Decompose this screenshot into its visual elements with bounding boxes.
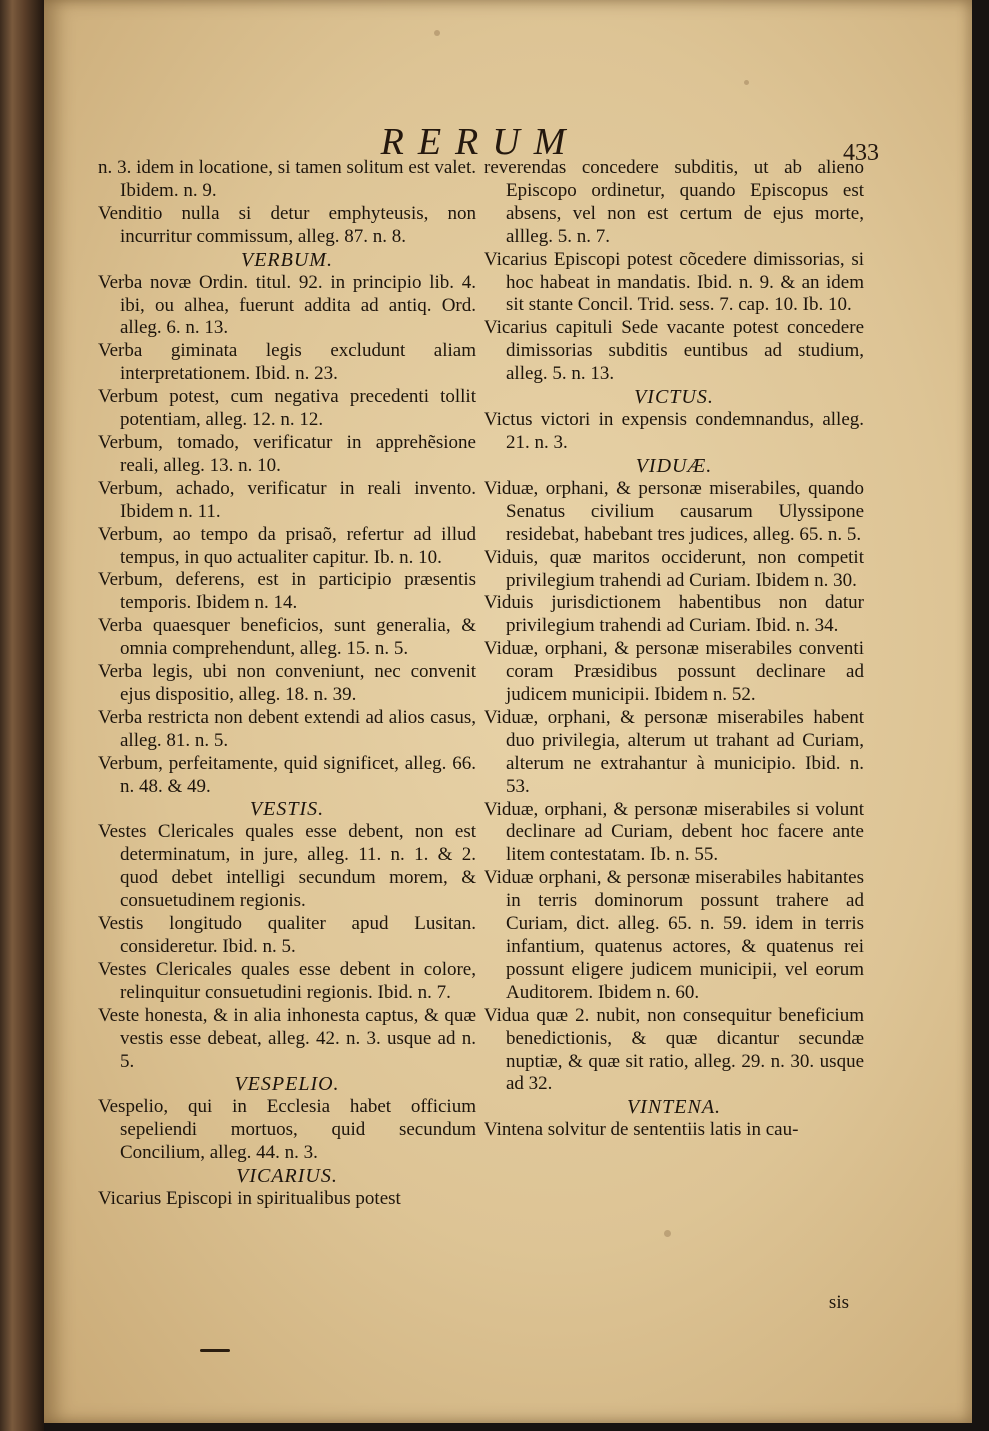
index-entry: Verba restricta non debent extendi ad alios casus, alleg. 81. n. 5. [98, 706, 476, 751]
index-entry: Verba novæ Ordin. titul. 92. in principio lib. 4. ibi, ou alhea, fuerunt addita ad antiq. Ord. alleg. 6. n. 13. [98, 271, 476, 339]
index-entry: Verba quaesquer beneficios, sunt generalia, & omnia comprehendunt, alleg. 15. n. 5. [98, 615, 476, 660]
index-entry: Verbum, perfeitamente, quid significet, alleg. 66. n. 48. & 49. [98, 752, 476, 797]
index-entry: Veste honesta, & in alia inhonesta captus, & quæ vestis esse debeat, alleg. 42. n. 3. usque ad n. 5. [98, 1004, 476, 1072]
index-heading: VIDUÆ. [635, 454, 713, 477]
index-entry: Vestes Clericales quales esse debent, non est determinatum, in jure, alleg. 11. n. 1. & 2. quod debet intelligi secundum morem, & consuetudinem regionis. [98, 821, 476, 912]
index-entry: Viduæ, orphani, & personæ miserabiles conventi coram Præsidibus possunt declinare ad judicem municipii. Ibidem n. 52. [484, 638, 864, 706]
index-entry: Vestes Clericales quales esse debent in colore, relinquitur consuetudini regionis. Ibid. n. 7. [98, 958, 476, 1003]
index-entry: n. 3. idem in locatione, si tamen solitum est valet. Ibidem. n. 9. [98, 157, 476, 201]
running-title: RERUM [380, 121, 580, 163]
index-entry: Verbum, deferens, est in participio præsentis temporis. Ibidem n. 14. [98, 569, 476, 614]
book-binding [0, 0, 44, 1431]
left-column [98, 157, 476, 1211]
index-heading: VICARIUS. [236, 1165, 338, 1188]
index-heading: VERBUM. [241, 248, 333, 271]
index-entry: Verbum, achado, verificatur in reali invento. Ibidem n. 11. [98, 477, 476, 522]
index-entry: Vicarius capituli Sede vacante potest concedere dimissorias subditis euntibus ad studium, alleg. 5. n. 13. [484, 317, 864, 385]
index-entry: Victus victori in expensis condemnandus, alleg. 21. n. 3. [484, 409, 864, 453]
index-entry: Viduæ, orphani, & personæ miserabiles habent duo privilegia, alterum ut trahant ad Curiam, alterum ne extrahantur à municipio. Ibid. n. 53. [484, 706, 864, 797]
index-entry: Vestis longitudo qualiter apud Lusitan. consideretur. Ibid. n. 5. [98, 913, 476, 957]
index-entry: Verbum, tomado, verificatur in apprehẽsione reali, alleg. 13. n. 10. [98, 431, 476, 476]
index-entry: Vicarius Episcopi potest cõcedere dimissorias, si hoc habeat in mandatis. Ibid. n. 9. & an idem sit stante Concil. Trid. sess. 7. cap. 10. Ib. 10. [484, 248, 864, 316]
index-entry: Verbum, ao tempo da prisaõ, refertur ad illud tempus, in quo actualiter capitur. Ib. n. 10. [98, 523, 476, 568]
index-entry: Viduis, quæ maritos occiderunt, non competit privilegium trahendi ad Curiam. Ibidem n. 30. [484, 546, 864, 591]
index-entry: Vicarius Episcopi in spiritualibus potest [98, 1188, 401, 1210]
index-heading: VICTUS. [634, 386, 714, 409]
index-entry: Verbum potest, cum negativa precedenti tollit potentiam, alleg. 12. n. 12. [98, 386, 476, 431]
index-heading: VESTIS. [249, 798, 325, 821]
index-entry: Verba legis, ubi non conveniunt, nec convenit ejus dispositio, alleg. 18. n. 39. [98, 661, 476, 705]
index-entry: Vespelio, qui in Ecclesia habet officium sepeliendi mortuos, quid secundum Concilium, alleg. 44. n. 3. [98, 1096, 476, 1164]
index-entry: reverendas concedere subditis, ut ab alieno Episcopo ordinetur, quando Episcopus est absens, vel non est certum de ejus morte, allleg. 5. n. 7. [484, 157, 864, 247]
index-entry: Verba giminata legis excludunt aliam interpretationem. Ibid. n. 23. [98, 340, 476, 385]
index-entry: Viduæ, orphani, & personæ miserabiles si volunt declinare ad Curiam, debent hoc facere ante litem contestatam. Ib. n. 55. [484, 798, 864, 866]
index-entry: Viduæ, orphani, & personæ miserabiles, quando Senatus civilium causarum Ulyssipone residebat, habebant tres judices, alleg. 65. n. 5. [484, 477, 864, 545]
index-heading: VESPELIO. [234, 1073, 340, 1096]
index-entry: Venditio nulla si detur emphyteusis, non incurritur commissum, alleg. 87. n. 8. [98, 202, 476, 247]
index-entry: Viduæ orphani, & personæ miserabiles habitantes in terris dominorum possunt trahere ad Curiam, dict. alleg. 65. n. 59. idem in terris infantium, quatenus actores, & quatenus rei possunt eligere judicem municipii, vel eorum Auditorem. Ibidem n. 60. [484, 867, 864, 1003]
index-heading: VINTENA. [626, 1096, 722, 1119]
ornament-dash [200, 1349, 230, 1352]
index-entry: Vintena solvitur de sententiis latis in cau- [484, 1119, 799, 1141]
index-entry: Viduis jurisdictionem habentibus non datur privilegium trahendi ad Curiam. Ibid. n. 34. [484, 592, 864, 637]
page-number: 433 [843, 140, 879, 166]
right-column [484, 157, 864, 1142]
index-entry: Vidua quæ 2. nubit, non consequitur beneficium benedictionis, & quæ dicantur secundæ nuptiæ, & quæ sit ratio, alleg. 29. n. 30. usque ad 32. [484, 1004, 864, 1095]
catchword: sis [828, 1292, 849, 1313]
